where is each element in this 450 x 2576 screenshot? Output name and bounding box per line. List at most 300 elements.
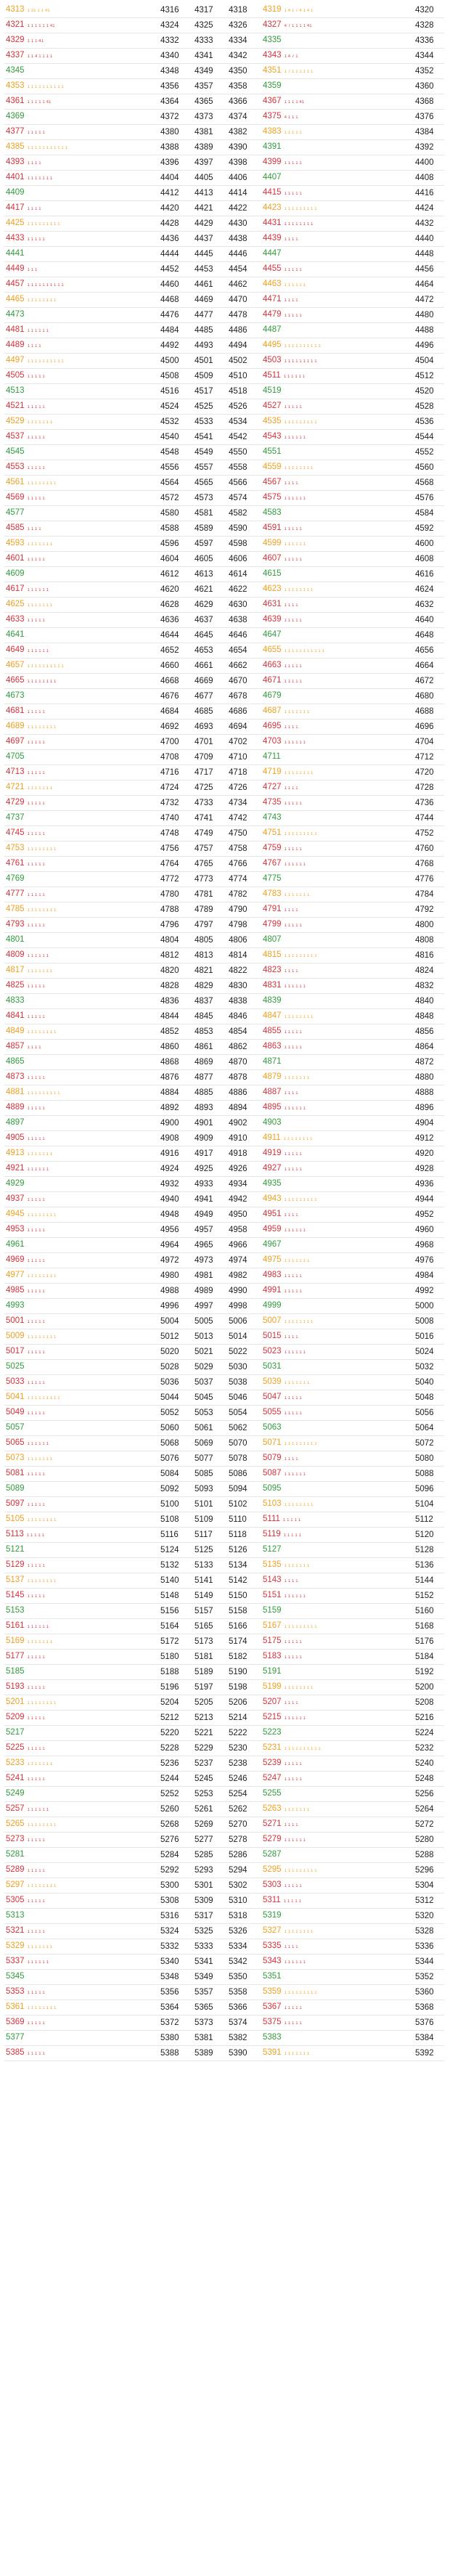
factor-note: 1 1 1: [27, 268, 38, 272]
table-row: [4, 1375, 444, 1390]
table-row: [4, 598, 444, 613]
factor-note: 1 1 1 1 1 1: [284, 1106, 306, 1111]
number-cell: 5116: [159, 1528, 193, 1543]
colored-number: 4551: [263, 447, 282, 456]
colored-number-cell-right: [261, 1924, 414, 1939]
number-cell: 4396: [159, 155, 193, 171]
colored-number: 5305: [6, 1896, 25, 1904]
number-cell: 4756: [159, 841, 193, 857]
number-cell: 5372: [159, 2015, 193, 2031]
number-cell: 5280: [414, 1833, 444, 1848]
colored-number-cell-right: [261, 1558, 414, 1573]
colored-number-cell-right: [261, 125, 414, 140]
number-cell: 5096: [414, 1482, 444, 1497]
colored-number-cell-left: [4, 1162, 159, 1177]
colored-number: 4567: [263, 478, 282, 486]
colored-number-cell-right: [261, 369, 414, 384]
number-cell: 4758: [227, 841, 261, 857]
number-cell: 5261: [193, 1802, 227, 1817]
number-cell: 4496: [414, 338, 444, 354]
colored-number-cell-left: [4, 1101, 159, 1116]
number-cell: 5328: [414, 1924, 444, 1939]
number-cell: 5197: [193, 1680, 227, 1695]
number-cell: 5356: [159, 1985, 193, 2000]
number-cell: 4390: [227, 140, 261, 155]
colored-number-cell-right: [261, 79, 414, 94]
colored-number: 5353: [6, 1987, 25, 1996]
number-cell: 5224: [414, 1726, 444, 1741]
colored-number: 4327: [263, 20, 282, 29]
factor-note: 1 1 1 1: [27, 1046, 41, 1050]
colored-number-cell-left: [4, 979, 159, 994]
number-cell: 4918: [227, 1146, 261, 1162]
factor-note: 1 1 1 1 1 1 1 1: [27, 1823, 57, 1827]
number-cell: 5165: [193, 1619, 227, 1634]
colored-number-cell-left: [4, 1497, 159, 1512]
colored-number: 5065: [6, 1438, 25, 1447]
number-cell: 4956: [159, 1223, 193, 1238]
colored-number: 4313: [6, 5, 25, 14]
table-row: [4, 857, 444, 872]
factor-note: 1 1 1 1: [284, 1701, 298, 1705]
colored-number: 5175: [263, 1637, 282, 1645]
number-cell: 5148: [159, 1589, 193, 1604]
table-row: [4, 1985, 444, 2000]
table-row: [4, 811, 444, 826]
number-cell: 4525: [193, 399, 227, 415]
colored-number: 4647: [263, 630, 282, 639]
colored-number-cell-left: [4, 1833, 159, 1848]
number-cell: 4605: [193, 552, 227, 567]
number-cell: 4981: [193, 1268, 227, 1284]
colored-number-cell-right: [261, 1207, 414, 1223]
table-row: [4, 247, 444, 262]
number-cell: 4861: [193, 1040, 227, 1055]
number-cell: 4430: [227, 216, 261, 232]
number-cell: 4708: [159, 750, 193, 765]
number-cell: 4560: [414, 460, 444, 476]
factor-note: 1 1 1 1 1 1: [284, 1594, 306, 1599]
number-cell: 4408: [414, 171, 444, 186]
colored-number: 5041: [6, 1393, 25, 1401]
colored-number: 4425: [6, 219, 25, 227]
number-cell: 4424: [414, 201, 444, 216]
table-row: [4, 1482, 444, 1497]
colored-number-cell-right: [261, 796, 414, 811]
number-cell: 4680: [414, 689, 444, 704]
factor-note: 1 1 1 1 1 1 1 1 1 1: [27, 283, 64, 288]
colored-number-cell-left: [4, 796, 159, 811]
colored-number-cell-right: [261, 1162, 414, 1177]
number-cell: 4766: [227, 857, 261, 872]
factor-note: 1 1 1 1 1 1 1 1: [27, 1030, 57, 1035]
table-row: [4, 1223, 444, 1238]
colored-number: 4617: [6, 584, 25, 593]
number-cell: 5252: [159, 1787, 193, 1802]
colored-number-cell-left: [4, 399, 159, 415]
factor-note: 1 1 1 1: [284, 725, 298, 730]
factor-note: 1 1 1 1 1: [27, 1472, 45, 1477]
table-row: [4, 1162, 444, 1177]
factor-note: 1 1 1 1 1: [27, 832, 45, 836]
number-cell: 5078: [227, 1451, 261, 1467]
colored-number-cell-left: [4, 1040, 159, 1055]
number-cell: 4892: [159, 1101, 193, 1116]
number-cell: 4440: [414, 232, 444, 247]
colored-number: 4951: [263, 1210, 282, 1218]
number-cell: 5336: [414, 1939, 444, 1955]
number-cell: 4652: [159, 643, 193, 659]
factor-note: 1 1 1 1 1: [27, 1015, 45, 1019]
colored-number-cell-left: [4, 430, 159, 445]
number-cell: 4876: [159, 1070, 193, 1085]
colored-number: 4817: [6, 966, 25, 974]
colored-number: 4519: [263, 386, 282, 395]
number-cell: 4629: [193, 598, 227, 613]
colored-number: 4735: [263, 798, 282, 807]
number-cell: 4494: [227, 338, 261, 354]
colored-number: 4665: [6, 676, 25, 685]
colored-number-cell-left: [4, 1894, 159, 1909]
colored-number: 5377: [6, 2033, 25, 2042]
table-row: [4, 2000, 444, 2015]
colored-number-cell-left: [4, 1680, 159, 1695]
number-cell: 5256: [414, 1787, 444, 1802]
colored-number: 5289: [6, 1865, 25, 1874]
colored-number-cell-left: [4, 720, 159, 735]
factor-note: 1 1 1 1: [27, 161, 41, 166]
factor-note: 1 1 1 1 1 1 1 1: [284, 1503, 314, 1507]
colored-number-cell-right: [261, 1650, 414, 1665]
number-cell: 5293: [193, 1863, 227, 1878]
colored-number: 5153: [6, 1606, 25, 1615]
number-cell: 5158: [227, 1604, 261, 1619]
colored-number-cell-left: [4, 1741, 159, 1756]
colored-number-cell-right: [261, 643, 414, 659]
colored-number-cell-left: [4, 3, 159, 18]
colored-number-cell-right: [261, 1756, 414, 1772]
colored-number-cell-right: [261, 887, 414, 902]
number-cell: 4814: [227, 948, 261, 963]
factor-note: 1 1 1 1 1 1: [27, 1167, 49, 1172]
number-cell: 4728: [414, 780, 444, 796]
table-row: [4, 1833, 444, 1848]
colored-number: 4433: [6, 234, 25, 242]
number-cell: 4772: [159, 872, 193, 887]
factor-note: 1 1 1 1 1 1 1 1: [27, 1335, 57, 1340]
colored-number-cell-right: [261, 1802, 414, 1817]
number-cell: 4628: [159, 598, 193, 613]
colored-number: 4537: [6, 432, 25, 441]
number-cell: 4460: [159, 277, 193, 293]
number-cell: 5253: [193, 1787, 227, 1802]
number-cell: 4476: [159, 308, 193, 323]
colored-number: 4569: [6, 493, 25, 502]
number-table-body: [4, 3, 444, 2061]
number-cell: 4432: [414, 216, 444, 232]
factor-note: 1 1 1 1 1 1 1 1 1: [27, 1396, 60, 1401]
colored-number: 5201: [6, 1697, 25, 1706]
table-row: [4, 1207, 444, 1223]
table-row: [4, 1695, 444, 1711]
colored-number-cell-left: [4, 1817, 159, 1833]
colored-number-cell-left: [4, 948, 159, 963]
number-cell: 4493: [193, 338, 227, 354]
number-cell: 5344: [414, 1955, 444, 1970]
colored-number: 4791: [263, 905, 282, 913]
colored-number: 5183: [263, 1652, 282, 1660]
colored-number: 5265: [6, 1819, 25, 1828]
number-cell: 4702: [227, 735, 261, 750]
number-cell: 4934: [227, 1177, 261, 1192]
colored-number-cell-right: [261, 1024, 414, 1040]
number-cell: 4957: [193, 1223, 227, 1238]
number-cell: 4328: [414, 18, 444, 33]
table-row: [4, 506, 444, 521]
colored-number-cell-right: [261, 902, 414, 918]
number-cell: 4686: [227, 704, 261, 720]
number-table: [4, 3, 444, 2061]
number-cell: 5036: [159, 1375, 193, 1390]
colored-number: 4609: [6, 569, 25, 578]
factor-note: 1 1 1 1 1: [284, 527, 302, 531]
number-cell: 5056: [414, 1406, 444, 1421]
factor-note: 1 1 1 1 1: [27, 1899, 45, 1904]
colored-number: 5161: [6, 1621, 25, 1630]
number-cell: 5124: [159, 1543, 193, 1558]
factor-note: 1 1 1 1 1 1: [27, 1960, 49, 1965]
number-cell: 4352: [414, 64, 444, 79]
number-cell: 5076: [159, 1451, 193, 1467]
factor-note: 1 1 1 1 1 1 1 1: [284, 222, 314, 227]
number-cell: 5013: [193, 1329, 227, 1345]
factor-note: 1 1 1 1 1: [284, 619, 302, 623]
colored-number-cell-right: [261, 2031, 414, 2046]
factor-note: 1 1 1 1 1 1 1: [284, 2052, 310, 2056]
number-cell: 4757: [193, 841, 227, 857]
colored-number-cell-right: [261, 1345, 414, 1360]
colored-number: 5257: [6, 1804, 25, 1813]
number-cell: 5301: [193, 1878, 227, 1894]
number-cell: 5262: [227, 1802, 261, 1817]
factor-note: 1 1 1 1 1: [27, 1503, 45, 1507]
number-cell: 4924: [159, 1162, 193, 1177]
colored-number-cell-right: [261, 1299, 414, 1314]
number-cell: 5272: [414, 1817, 444, 1833]
number-cell: 4536: [414, 415, 444, 430]
colored-number: 4447: [263, 249, 282, 258]
factor-note: 1 1 1 1 1: [27, 741, 45, 745]
factor-note: 1 1 1 1 1 1 1: [27, 969, 53, 974]
colored-number: 4785: [6, 905, 25, 913]
colored-number-cell-left: [4, 857, 159, 872]
factor-note: 1 1 1 1 1: [284, 558, 302, 562]
number-cell: 4901: [193, 1116, 227, 1131]
colored-number: 5223: [263, 1728, 282, 1737]
colored-number-cell-right: [261, 1878, 414, 1894]
number-cell: 4381: [193, 125, 227, 140]
number-cell: 4926: [227, 1162, 261, 1177]
number-cell: 4373: [193, 110, 227, 125]
colored-number-cell-right: [261, 1955, 414, 1970]
number-cell: 5088: [414, 1467, 444, 1482]
colored-number-cell-right: [261, 3, 414, 18]
colored-number-cell-left: [4, 2046, 159, 2061]
colored-number-cell-left: [4, 1787, 159, 1802]
colored-number-cell-right: [261, 1177, 414, 1192]
table-row: [4, 1970, 444, 1985]
number-cell: 4518: [227, 384, 261, 399]
number-cell: 4646: [227, 628, 261, 643]
number-cell: 4960: [414, 1223, 444, 1238]
colored-number: 4889: [6, 1103, 25, 1112]
number-cell: 4982: [227, 1268, 261, 1284]
number-cell: 4736: [414, 796, 444, 811]
number-cell: 5388: [159, 2046, 193, 2061]
number-cell: 4774: [227, 872, 261, 887]
factor-note: 1 1 1 1 1 1: [284, 863, 306, 867]
number-cell: 4632: [414, 598, 444, 613]
colored-number-cell-right: [261, 1085, 414, 1101]
colored-number-cell-right: [261, 64, 414, 79]
number-cell: 4910: [227, 1131, 261, 1146]
table-row: [4, 1436, 444, 1451]
number-cell: 5348: [159, 1970, 193, 1985]
number-cell: 4832: [414, 979, 444, 994]
number-cell: 4844: [159, 1009, 193, 1024]
number-cell: 4958: [227, 1223, 261, 1238]
number-cell: 5109: [193, 1512, 227, 1528]
colored-number: 4633: [6, 615, 25, 624]
factor-note: 1 1 1 1 1: [27, 1686, 45, 1690]
colored-number-cell-left: [4, 415, 159, 430]
colored-number: 4681: [6, 706, 25, 715]
table-row: [4, 567, 444, 582]
number-cell: 4572: [159, 491, 193, 506]
number-cell: 5126: [227, 1543, 261, 1558]
colored-number-cell-left: [4, 1482, 159, 1497]
number-cell: 4701: [193, 735, 227, 750]
number-cell: 4733: [193, 796, 227, 811]
colored-number: 4369: [6, 112, 25, 121]
number-cell: 5317: [193, 1909, 227, 1924]
colored-number-cell-left: [4, 1848, 159, 1863]
colored-number: 5263: [263, 1804, 282, 1813]
number-cell: 5276: [159, 1833, 193, 1848]
number-cell: 4846: [227, 1009, 261, 1024]
colored-number-cell-left: [4, 582, 159, 598]
colored-number: 5167: [263, 1621, 282, 1630]
number-cell: 5238: [227, 1756, 261, 1772]
colored-number-cell-right: [261, 1009, 414, 1024]
factor-note: 1 1 1 1 1 1 1: [284, 1381, 310, 1385]
colored-number: 5007: [263, 1316, 282, 1325]
number-cell: 5080: [414, 1451, 444, 1467]
table-row: [4, 354, 444, 369]
colored-number: 4751: [263, 828, 282, 837]
table-row: [4, 155, 444, 171]
number-cell: 5174: [227, 1634, 261, 1650]
number-cell: 5054: [227, 1406, 261, 1421]
number-cell: 4726: [227, 780, 261, 796]
colored-number: 4777: [6, 889, 25, 898]
colored-number: 4521: [6, 402, 25, 410]
number-cell: 4645: [193, 628, 227, 643]
number-cell: 4341: [193, 49, 227, 64]
number-cell: 4700: [159, 735, 193, 750]
colored-number: 4943: [263, 1194, 282, 1203]
colored-number-cell-left: [4, 110, 159, 125]
colored-number-cell-left: [4, 94, 159, 110]
colored-number-cell-right: [261, 445, 414, 460]
colored-number-cell-left: [4, 293, 159, 308]
colored-number: 4919: [263, 1149, 282, 1157]
number-cell: 4656: [414, 643, 444, 659]
number-cell: 4813: [193, 948, 227, 963]
number-cell: 4928: [414, 1162, 444, 1177]
colored-number: 5241: [6, 1774, 25, 1782]
number-cell: 5236: [159, 1756, 193, 1772]
number-cell: 4933: [193, 1177, 227, 1192]
number-cell: 4448: [414, 247, 444, 262]
factor-note: 1 1 1 1 1 1 1 1 1: [284, 1991, 317, 1995]
number-cell: 4516: [159, 384, 193, 399]
colored-number: 4625: [6, 600, 25, 608]
table-row: [4, 430, 444, 445]
colored-number-cell-left: [4, 567, 159, 582]
colored-number: 4913: [6, 1149, 25, 1157]
colored-number-cell-right: [261, 918, 414, 933]
colored-number: 5233: [6, 1758, 25, 1767]
number-cell: 4816: [414, 948, 444, 963]
number-cell: 4980: [159, 1268, 193, 1284]
colored-number: 4871: [263, 1057, 282, 1066]
number-cell: 4909: [193, 1131, 227, 1146]
colored-number-cell-right: [261, 1375, 414, 1390]
colored-number-cell-right: [261, 384, 414, 399]
number-cell: 4565: [193, 476, 227, 491]
number-cell: 5357: [193, 1985, 227, 2000]
number-cell: 4662: [227, 659, 261, 674]
colored-number: 4471: [263, 295, 282, 303]
colored-number: 4673: [6, 691, 25, 700]
number-cell: 5213: [193, 1711, 227, 1726]
colored-number: 5023: [263, 1347, 282, 1356]
number-cell: 5141: [193, 1573, 227, 1589]
number-cell: 4622: [227, 582, 261, 598]
factor-note: 1 1 1 1 1 1: [27, 954, 49, 958]
table-row: [4, 796, 444, 811]
number-cell: 4968: [414, 1238, 444, 1253]
number-cell: 4420: [159, 201, 193, 216]
colored-number: 5079: [263, 1454, 282, 1462]
number-cell: 4357: [193, 79, 227, 94]
number-cell: 5108: [159, 1512, 193, 1528]
colored-number: 4353: [6, 81, 25, 90]
number-cell: 4404: [159, 171, 193, 186]
table-row: [4, 765, 444, 780]
colored-number-cell-left: [4, 1970, 159, 1985]
table-row: [4, 79, 444, 94]
number-cell: 4972: [159, 1253, 193, 1268]
colored-number: 4623: [263, 584, 282, 593]
colored-number-cell-right: [261, 49, 414, 64]
number-cell: 5061: [193, 1421, 227, 1436]
number-cell: 5278: [227, 1833, 261, 1848]
number-cell: 4886: [227, 1085, 261, 1101]
colored-number: 4865: [6, 1057, 25, 1066]
colored-number-cell-left: [4, 826, 159, 841]
